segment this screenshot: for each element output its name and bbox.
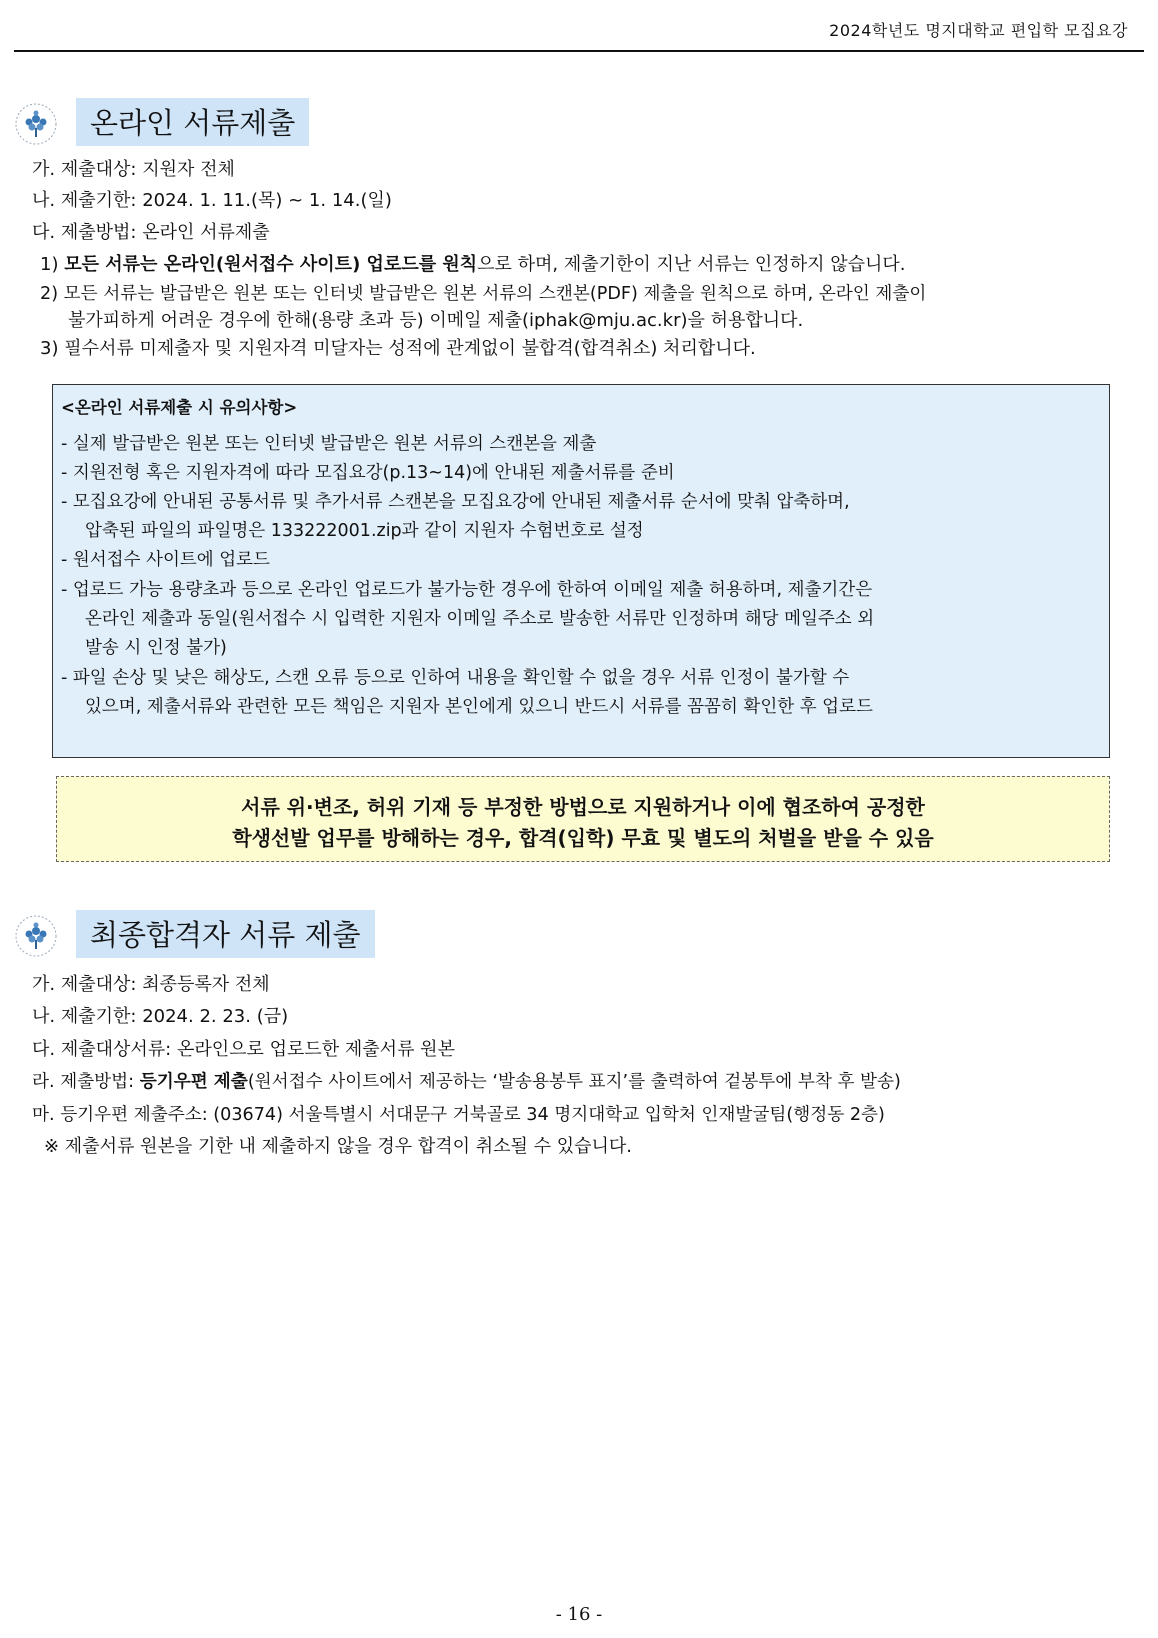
notice-line: - 파일 손상 및 낮은 해상도, 스캔 오류 등으로 인하여 내용을 확인할 수 없을 경우 서류 인정이 불가할 수 — [61, 668, 850, 688]
section-title: 온라인 서류제출 — [76, 98, 309, 146]
page-number: - 16 - — [555, 1604, 603, 1625]
notice-line: - 원서접수 사이트에 업로드 — [61, 550, 270, 570]
notice-line: 온라인 제출과 동일(원서접수 시 입력한 지원자 이메일 주소로 발송한 서류만 인정하며 해당 메일주소 외 — [85, 609, 875, 629]
rule-item: 3) 필수서류 미제출자 및 지원자격 미달자는 성적에 관계없이 불합격(합격취소) 처리합니다. — [40, 338, 756, 359]
notice-line: - 실제 발급받은 원본 또는 인터넷 발급받은 원본 서류의 스캔본을 제출 — [61, 434, 597, 454]
warning-line: 서류 위·변조, 허위 기재 등 부정한 방법으로 지원하거나 이에 협조하여 공정한 — [241, 795, 925, 819]
header-rule — [14, 50, 1144, 52]
rule-item: 2) 모든 서류는 발급받은 원본 또는 인터넷 발급받은 원본 서류의 스캔본(PDF) 제출을 원칙으로 하며, 온라인 제출이 — [40, 284, 927, 304]
list-item: 다. 제출방법: 온라인 서류제출 — [32, 222, 270, 243]
university-emblem-icon — [14, 102, 58, 146]
list-item: 마. 등기우편 제출주소: (03674) 서울특별시 서대문구 거북골로 34 명지대학교 입학처 인재발굴팀(행정동 2층) — [32, 1105, 885, 1125]
list-item: 가. 제출대상: 지원자 전체 — [32, 159, 235, 180]
notice-line: - 지원전형 혹은 지원자격에 따라 모집요강(p.13~14)에 안내된 제출서류를 준비 — [61, 463, 675, 483]
rule-item: 1) 모든 서류는 온라인(원서접수 사이트) 업로드를 원칙으로 하며, 제출기한이 지난 서류는 인정하지 않습니다. — [40, 254, 906, 275]
list-item: 나. 제출기한: 2024. 1. 11.(목) ~ 1. 14.(일) — [32, 190, 392, 211]
notice-text: ※ 제출서류 원본을 기한 내 제출하지 않을 경우 합격이 취소될 수 있습니다. — [44, 1136, 632, 1157]
notice-line: 있으며, 제출서류와 관련한 모든 책임은 지원자 본인에게 있으니 반드시 서류를 꼼꼼히 확인한 후 업로드 — [85, 697, 873, 717]
section-title: 최종합격자 서류 제출 — [76, 910, 375, 958]
list-item: 다. 제출대상서류: 온라인으로 업로드한 제출서류 원본 — [32, 1039, 455, 1060]
warning-box — [56, 776, 1110, 862]
list-item: 라. 제출방법: 등기우편 제출(원서접수 사이트에서 제공하는 ‘발송용봉투 표지’를 출력하여 겉봉투에 부착 후 발송) — [32, 1072, 901, 1092]
notice-title: <온라인 서류제출 시 유의사항> — [61, 398, 298, 417]
warning-line: 학생선발 업무를 방해하는 경우, 합격(입학) 무효 및 별도의 처벌을 받을 수 있음 — [232, 826, 934, 850]
notice-line: 발송 시 인정 불가) — [85, 638, 227, 658]
list-item: 나. 제출기한: 2024. 2. 23. (금) — [32, 1006, 289, 1027]
notice-line: 압축된 파일의 파일명은 133222001.zip과 같이 지원자 수험번호로 설정 — [85, 521, 644, 541]
document-header-title: 2024학년도 명지대학교 편입학 모집요강 — [829, 21, 1128, 40]
notice-line: - 업로드 가능 용량초과 등으로 온라인 업로드가 불가능한 경우에 한하여 이메일 제출 허용하며, 제출기간은 — [61, 580, 873, 600]
notice-line: - 모집요강에 안내된 공통서류 및 추가서류 스캔본을 모집요강에 안내된 제출서류 순서에 맞춰 압축하며, — [61, 492, 850, 512]
rule-item-continuation: 불가피하게 어려운 경우에 한해(용량 초과 등) 이메일 제출(iphak@mju.ac.kr)을 허용합니다. — [68, 310, 804, 331]
notice-box — [52, 384, 1110, 758]
university-emblem-icon — [14, 914, 58, 958]
list-item: 가. 제출대상: 최종등록자 전체 — [32, 974, 270, 995]
